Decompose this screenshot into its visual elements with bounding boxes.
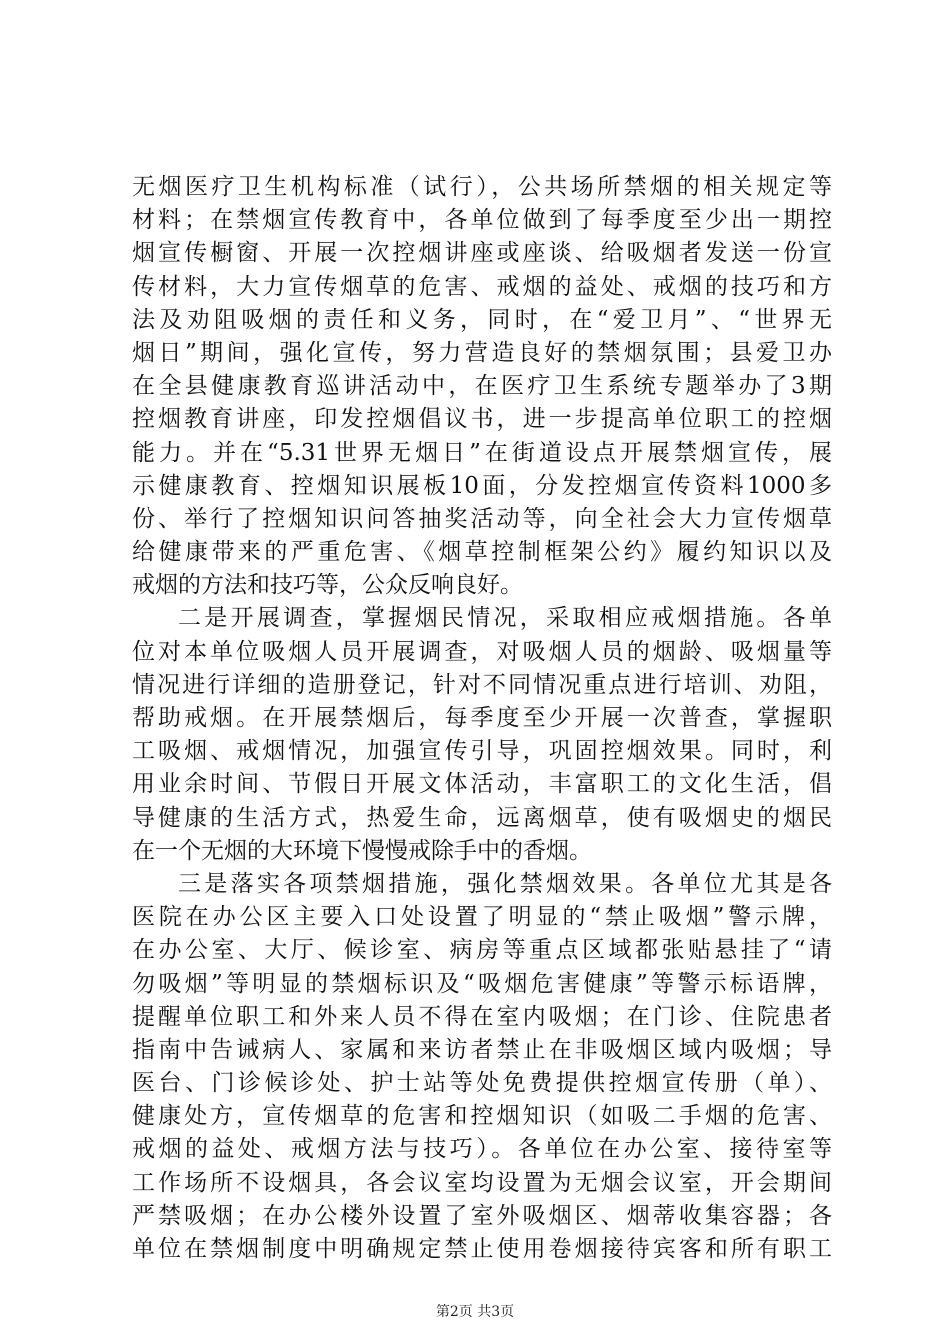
text-line: 严禁吸烟；在办公楼外设置了室外吸烟区、烟蒂收集容器；各 — [132, 1202, 832, 1229]
text-line: 位对本单位吸烟人员开展调查，对吸烟人员的烟龄、吸烟量等 — [132, 638, 832, 665]
text-line: 控烟教育讲座，印发控烟倡议书，进一步提高单位职工的控烟 — [132, 406, 832, 433]
text-line: 烟宣传橱窗、开展一次控烟讲座或座谈、给吸烟者发送一份宣 — [132, 240, 832, 267]
text-line: 无烟医疗卫生机构标准（试行），公共场所禁烟的相关规定等 — [132, 174, 832, 200]
text-line: 工吸烟、戒烟情况，加强宣传引导，巩固控烟效果。同时，利 — [132, 738, 832, 765]
text-line: 戒烟的方法和技巧等，公众反响良好。 — [132, 572, 523, 599]
text-line: 用业余时间、节假日开展文体活动，丰富职工的文化生活，倡 — [132, 771, 832, 798]
document-body — [132, 171, 832, 1266]
page-number-footer: 第2页 共3页 — [435, 1304, 515, 1320]
text-line: 传材料，大力宣传烟草的危害、戒烟的益处、戒烟的技巧和方 — [132, 273, 832, 300]
paragraph-start-line: 三是落实各项禁烟措施，强化禁烟效果。各单位尤其是各 — [178, 870, 832, 897]
text-line: 单位在禁烟制度中明确规定禁止使用卷烟接待宾客和所有职工 — [132, 1236, 832, 1262]
text-line: 示健康教育、控烟知识展板10面，分发控烟宣传资料1000多 — [132, 472, 832, 499]
text-line: 在一个无烟的大环境下慢慢戒除手中的香烟。 — [132, 837, 592, 864]
text-line: 帮助戒烟。在开展禁烟后，每季度至少开展一次普查，掌握职 — [132, 705, 832, 731]
paragraph-start-line: 二是开展调查，掌握烟民情况，采取相应戒烟措施。各单 — [178, 605, 832, 632]
text-line: 在办公室、大厅、候诊室、病房等重点区域都张贴悬挂了“请 — [132, 937, 832, 964]
text-line: 在全县健康教育巡讲活动中，在医疗卫生系统专题举办了3期 — [132, 373, 832, 400]
text-line: 工作场所不设烟具，各会议室均设置为无烟会议室，开会期间 — [132, 1169, 832, 1196]
text-line: 勿吸烟”等明显的禁烟标识及“吸烟危害健康”等警示标语牌， — [132, 970, 832, 997]
text-line: 法及劝阻吸烟的责任和义务，同时，在“爱卫月”、“世界无 — [132, 306, 832, 333]
text-line: 提醒单位职工和外来人员不得在室内吸烟；在门诊、住院患者 — [132, 1003, 832, 1030]
text-line: 戒烟的益处、戒烟方法与技巧）。各单位在办公室、接待室等 — [132, 1136, 832, 1163]
text-line: 给健康带来的严重危害、《烟草控制框架公约》履约知识以及 — [132, 539, 832, 566]
text-line: 导健康的生活方式，热爱生命，远离烟草，使有吸烟史的烟民 — [132, 804, 832, 831]
text-line: 健康处方，宣传烟草的危害和控烟知识（如吸二手烟的危害、 — [132, 1103, 832, 1130]
text-line: 能力。并在“5.31世界无烟日”在街道设点开展禁烟宣传，展 — [132, 439, 832, 466]
text-line: 材料；在禁烟宣传教育中，各单位做到了每季度至少出一期控 — [132, 207, 832, 234]
text-line: 医院在办公区主要入口处设置了明显的“禁止吸烟”警示牌， — [132, 904, 832, 931]
text-line: 情况进行详细的造册登记，针对不同情况重点进行培训、劝阻， — [132, 671, 832, 698]
text-line: 医台、门诊候诊处、护士站等处免费提供控烟宣传册（单）、 — [132, 1070, 832, 1097]
text-line: 份、举行了控烟知识问答抽奖活动等，向全社会大力宣传烟草 — [132, 505, 832, 532]
text-line: 烟日”期间，强化宣传，努力营造良好的禁烟氛围；县爱卫办 — [132, 339, 832, 366]
text-line: 指南中告诫病人、家属和来访者禁止在非吸烟区域内吸烟；导 — [132, 1036, 832, 1063]
